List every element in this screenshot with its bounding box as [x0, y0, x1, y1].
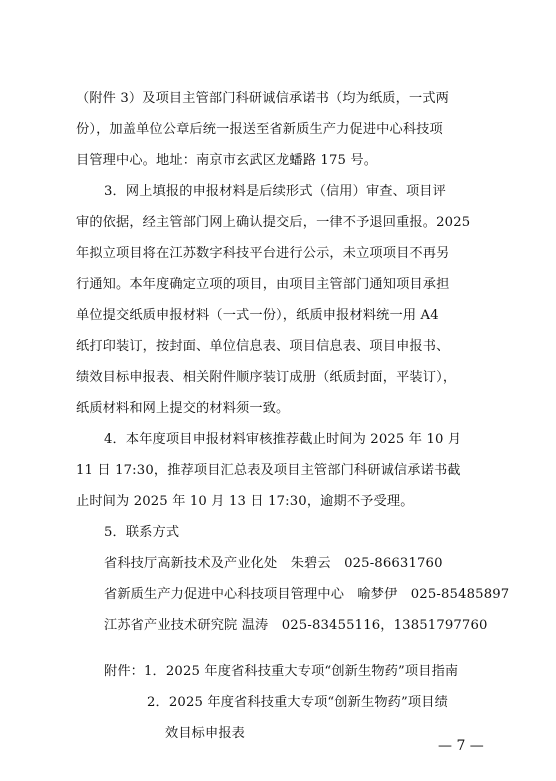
body-text-line: 目管理中心。地址：南京市玄武区龙蟠路 175 号。: [76, 153, 378, 168]
contact-line: 江苏省产业技术研究院 温涛 025-83455116，13851797760: [104, 618, 488, 633]
attachment-line: 效目标申报表: [165, 726, 246, 741]
attachment-line: 2．2025 年度省科技重大专项“创新生物药”项目绩: [147, 695, 448, 710]
body-text-line: 纸打印装订，按封面、单位信息表、项目信息表、项目申报书、: [76, 339, 450, 354]
body-text-line: 单位提交纸质申报材料（一式一份），纸质申报材料统一用 A4: [76, 308, 439, 323]
body-text-line: 4．本年度项目申报材料审核推荐截止时间为 2025 年 10 月: [104, 432, 462, 447]
body-text-line: 3．网上填报的申报材料是后续形式（信用）审查、项目评: [104, 184, 446, 199]
body-text-line: 止时间为 2025 年 10 月 13 日 17:30，逾期不予受理。: [76, 494, 414, 509]
body-text-line: 11 日 17:30，推荐项目汇总表及项目主管部门科研诚信承诺书截: [76, 463, 461, 478]
attachment-line: 附件：1．2025 年度省科技重大专项“创新生物药”项目指南: [104, 664, 459, 679]
body-text-line: 审的依据，经主管部门网上确认提交后，一律不予退回重报。2025: [76, 215, 471, 230]
page-number: — 7 —: [438, 738, 484, 754]
body-text-line: 份），加盖单位公章后统一报送至省新质生产力促进中心科技项: [76, 122, 443, 137]
contact-line: 省新质生产力促进中心科技项目管理中心 喻梦伊 025-85485897: [104, 587, 510, 602]
body-text-line: 年拟立项目将在江苏数字科技平台进行公示，未立项项目不再另: [76, 246, 450, 261]
body-text-line: 绩效目标申报表、相关附件顺序装订成册（纸质封面，平装订），: [76, 370, 457, 385]
section-heading: 5．联系方式: [104, 525, 180, 540]
body-text-line: 行通知。本年度确定立项的项目，由项目主管部门通知项目承担: [76, 277, 450, 292]
body-text-line: （附件 3）及项目主管部门科研诚信承诺书（均为纸质，一式两: [76, 91, 449, 106]
body-text-line: 纸质材料和网上提交的材料须一致。: [76, 401, 290, 416]
contact-line: 省科技厅高新技术及产业化处 朱碧云 025-86631760: [104, 556, 443, 571]
